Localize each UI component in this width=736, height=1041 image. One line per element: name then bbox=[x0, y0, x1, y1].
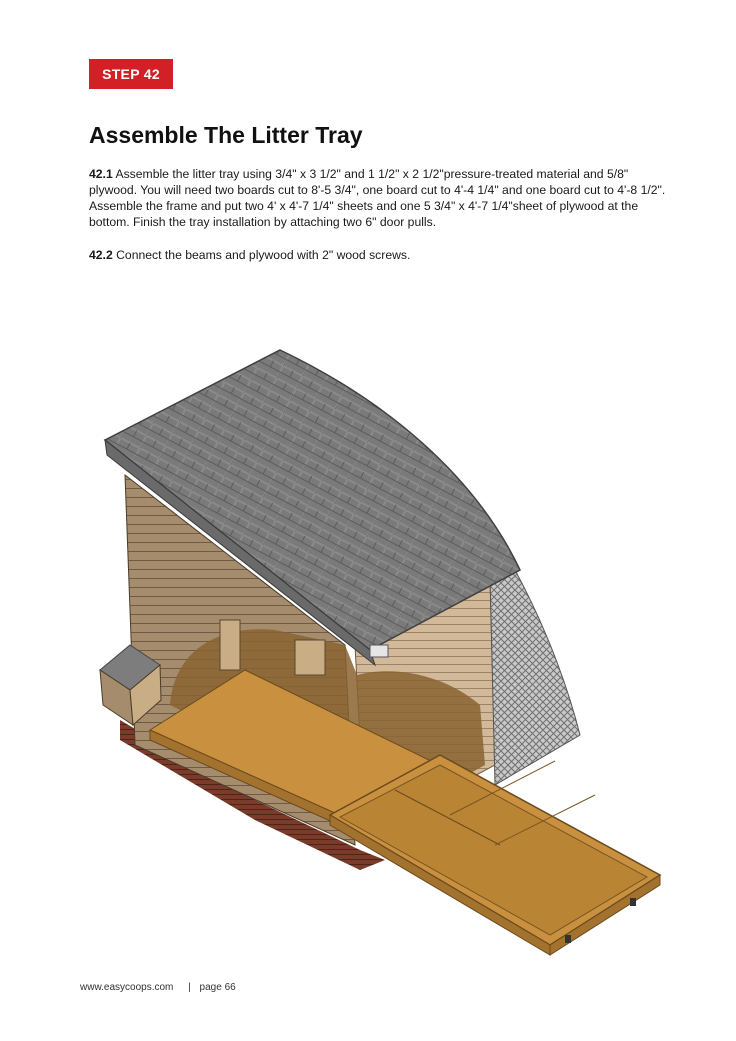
instruction-42-1 bbox=[89, 166, 679, 230]
instruction-text: Assemble the litter tray using 3/4" x 3 1/2" and 1 1/2" x 2 1/2"pressure-treated material and 5/8" plywood. You will need two boards cut to 8'-5 3/4", one board cut to 4'-4 1/4" and one board cut to 4'-8 1/2". Assemble the frame and put two 4' x 4'-7 1/4" sheets and one 5 3/4" x 4'-7 1/4"sheet of plywood at the bottom. Finish the tray installation by attaching two 6" door pulls. bbox=[89, 167, 666, 229]
instruction-text: Connect the beams and plywood with 2" wood screws. bbox=[112, 248, 411, 262]
step-number: 42.2 bbox=[89, 248, 113, 262]
step-badge: STEP 42 bbox=[89, 59, 173, 89]
footer-separator: | bbox=[188, 982, 191, 993]
page-number: page 66 bbox=[199, 982, 236, 993]
instruction-42-2 bbox=[89, 247, 679, 263]
litter-tray-illustration bbox=[95, 345, 670, 965]
page-footer bbox=[80, 982, 236, 993]
footer-website-link[interactable]: www.easycoops.com bbox=[80, 982, 174, 993]
step-number: 42.1 bbox=[89, 167, 113, 181]
page-title: Assemble The Litter Tray bbox=[89, 122, 363, 148]
